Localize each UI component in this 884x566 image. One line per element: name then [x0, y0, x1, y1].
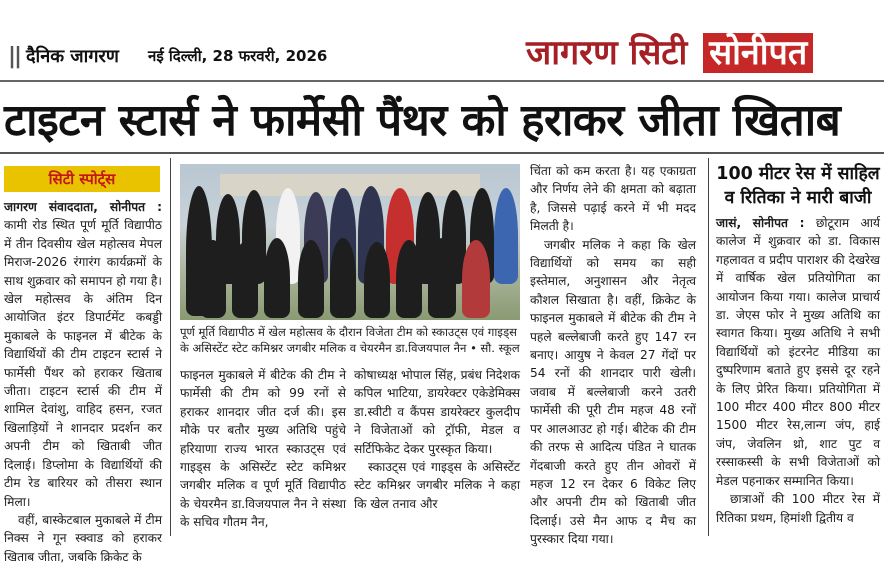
- col4-text-2: जगबीर मलिक ने कहा कि खेल विद्यार्थियों को समय का सही इस्तेमाल, अनुशासन और नेतृत्व कौशल सिखाता है। वहीं, क्रिकेट के फाइनल मुकाबले में बीटेक की टीम ने पहले बल्लेबाजी करते हुए 147 रन बनाए। आयुष ने केवल 27 गेंदों पर 54 रनों की शानदार पारी खेली। जवाब में बल्लेबाजी करने उतरी फार्मेसी की पूरी टीम महज 48 रनों पर आलआउट हो गई। बीटेक की टीम की तरफ से आदित्य पंडित ने घातक गेंदबाजी करते हुए तीन ओवरों में महज 12 रन देकर 6 विकेट लिए और अपनी टीम को खिताबी जीत दिलाई। उसे मैन आफ द मैच का पुरस्कार दिया गया।: [530, 237, 696, 547]
- brand-logo: [526, 28, 813, 74]
- brand-part-2: सिटी: [629, 33, 688, 73]
- team-photo: [180, 164, 520, 320]
- col4-text-1: चिंता को कम करता है। यह एकाग्रता और निर्णय लेने की क्षमता को बढ़ाता है, जिससे पढ़ाई करने में भी मदद मिलती है।: [530, 164, 696, 234]
- article-col-4: [530, 162, 696, 549]
- col5-text-2: छात्राओं की 100 मीटर रेस में रितिका प्रथम, हिमांशी द्वितीय व: [716, 492, 880, 525]
- city-date: नई दिल्ली, 28 फरवरी, 2026: [148, 47, 328, 65]
- col1-text-2: वहीं, बास्केटबाल मुकाबले में टीम निक्स ने गून स्क्वाड को हराकर खिताब जीता, जबकि क्रिकेट के: [4, 512, 162, 564]
- section-sticker-label: सिटी स्पोर्ट्स: [48, 170, 116, 188]
- col1-text-1: कामी रोड स्थित पूर्ण मूर्ति विद्यापीठ में तीन दिवसीय खेल महोत्सव मेपल मिराज-2026 रंगारंग कार्यक्रमों के साथ शुक्रवार को समापन हो गया है। खेल महोत्सव के अंतिम दिन आयोजित इंटर डिपार्टमेंट कबड्डी मुकाबले के फाइनल में बीटेक के विद्यार्थियों की टीम टाइटन स्टार्स ने फार्मेसी पैंथर को हराकर खिताब जीता। टाइटन स्टार्स की टीम में शामिल देवांशु, वाहिद हसन, रजत खिलाड़ियों ने शानदार प्रदर्शन कर अपनी टीम को खिताबी जीत दिलाई। डिप्लोमा के विद्यार्थियों की टीम रेड बारियर को तीसरा स्थान मिला।: [4, 218, 162, 509]
- column-divider: [170, 158, 171, 536]
- masthead: [0, 0, 884, 80]
- dateline-2: जासं, सोनीपत :: [716, 216, 805, 230]
- col2-text: फाइनल मुकाबले में बीटेक की टीम ने फार्मेसी की टीम को 99 रनों से हराकर शानदार जीत दर्ज की। इस मौके पर बतौर मुख्य अतिथि पहुंचे हरियाणा राज्य भारत स्काउट्स एवं गाइड्स के असिस्टेंट स्टेट कमिश्नर जगबीर मलिक व पूर्ण मूर्ति विद्यापीठ के चेयरमैन डा.विजयपाल नैन ने संस्था के सचिव गौतम नैन,: [180, 368, 346, 530]
- article-col-5: [716, 214, 880, 527]
- article-col-2: [180, 366, 346, 532]
- col3-text-2: स्काउट्स एवं गाइड्स के असिस्टेंट स्टेट कमिश्नर जगबीर मलिक ने कहा कि खेल तनाव और: [354, 460, 520, 511]
- paper-name: दैनिक जागरण: [26, 46, 119, 67]
- column-divider-right: [708, 158, 709, 536]
- col5-text-1: छोटूराम आर्य कालेज में शुक्रवार को डा. विकास गहलावत व प्रदीप पाराशर की देखरेख में वार्षिक खेल प्रतियोगिता का आयोजन किया गया। कालेज प्राचार्य डा. जेएस फोर ने मुख्य अतिथि का स्वागत किया। मुख्य अतिथि ने सभी विद्यार्थियों को इंटरनेट मीडिया का दुष्परिणाम बताते हुए इससे दूर रहने के लिए प्रेरित किया। प्रतियोगिता में 100 मीटर 400 मीटर 800 मीटर 1500 मीटर रेस,लान्ग जंप, हाई जंप, जेवलिन थ्रो, शाट पुट व रस्साकस्सी के सभी विजेताओं को मेडल पहनाकर सम्मानित किया।: [716, 216, 880, 488]
- col3-text-1: कोषाध्यक्ष भोपाल सिंह, प्रबंध निदेशक कपिल भाटिया, डायरेक्टर एकेडेमिक्स डा.स्वीटी व कैंपस डायरेक्टर कुलदीप ने विजेताओं को ट्रॉफी, मेडल व सर्टिफिकेट देकर पुरस्कृत किया।: [354, 368, 520, 456]
- brand-part-1: जागरण: [526, 33, 618, 73]
- headline: टाइटन स्टार्स ने फार्मेसी पैंथर को हराकर जीता खिताब: [4, 95, 841, 146]
- section-sticker: [4, 166, 160, 192]
- photo-background-banner: [220, 174, 480, 196]
- side-headline: 100 मीटर रेस में साहिल व रितिका ने मारी बाजी: [716, 164, 880, 208]
- top-rule: [0, 80, 884, 82]
- photo-caption: पूर्ण मूर्ति विद्यापीठ में खेल महोत्सव के दौरान विजेता टीम को स्काउट्स एवं गाइड्स के असिस्टेंट स्टेट कमिश्नर जगबीर मलिक व चेयरमैन डा.विजयपाल नैन • सौ. स्कूल: [180, 325, 520, 355]
- article-col-1: [4, 198, 162, 566]
- brand-part-3: सोनीपत: [703, 33, 813, 73]
- headline-rule: [0, 152, 884, 154]
- dateline-1: जागरण संवाददाता, सोनीपत :: [4, 200, 162, 214]
- article-col-3: [354, 366, 520, 513]
- masthead-pipes: ||: [8, 44, 21, 69]
